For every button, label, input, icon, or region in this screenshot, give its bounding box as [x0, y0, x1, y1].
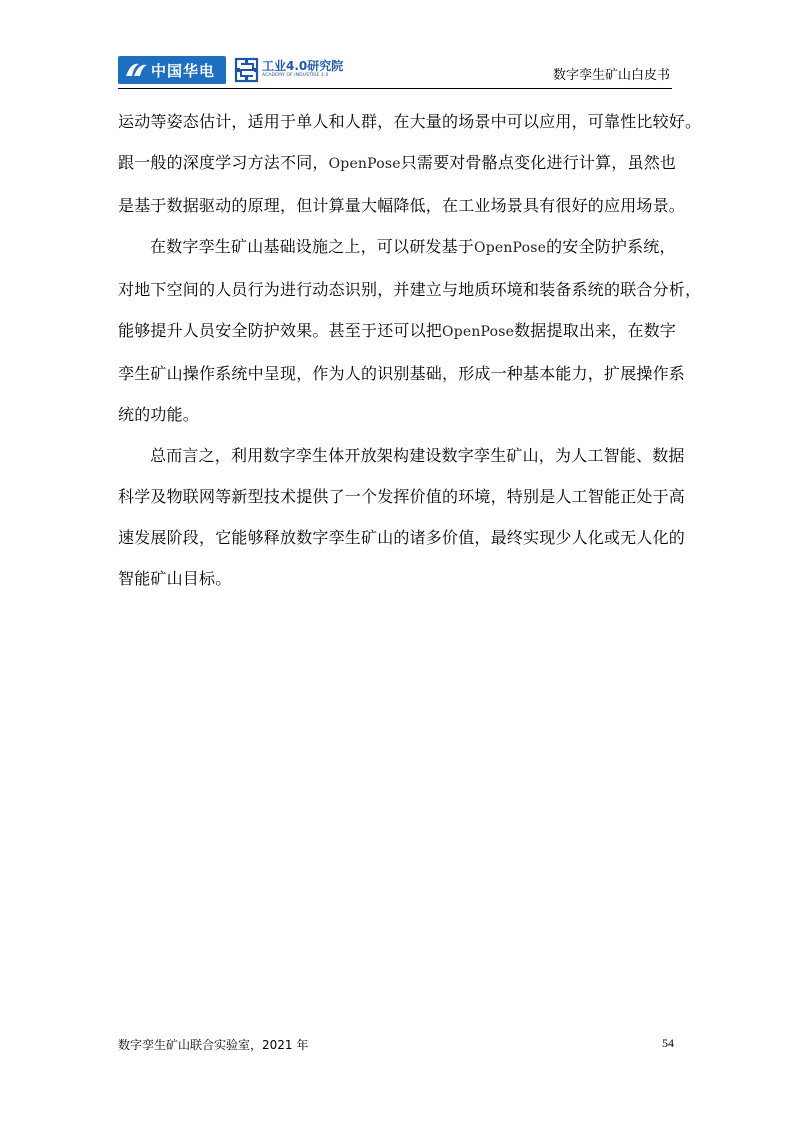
paragraph-line — [118, 226, 674, 269]
text-run: 数据提取出来，在数字 — [514, 321, 677, 340]
text-run: 能够提升人员安全防护效果。甚至于还可以把 — [118, 321, 443, 340]
latin-term: OpenPose — [474, 240, 547, 256]
text-run: 在数字孪生矿山基础设施之上，可以研发基于 — [150, 237, 475, 256]
paragraph-line — [118, 435, 685, 476]
chd-logo — [118, 56, 226, 84]
latin-term: OpenPose — [442, 324, 515, 340]
text-run: 速发展阶段，它能够释放数字孪生矿山的诸多价值，最终实现少人化或无人化的 — [118, 528, 686, 547]
academy-mark-icon — [234, 56, 260, 84]
academy-logo — [234, 56, 344, 84]
text-run: 跟一般的深度学习方法不同， — [118, 153, 329, 172]
paragraph-line — [118, 185, 686, 226]
paragraph-line — [118, 476, 686, 517]
chd-mark-icon — [123, 60, 149, 80]
body-text — [118, 101, 702, 599]
page-number: 54 — [662, 1036, 674, 1050]
paragraph-line — [118, 394, 674, 435]
paragraph-line — [118, 517, 686, 558]
paragraph-line — [118, 101, 702, 142]
text-run: 总而言之，利用数字孪生体开放架构建设数字孪生矿山，为人工智能、数据 — [150, 446, 685, 465]
text-run: 只需要对骨骼点变化进行计算，虽然也 — [400, 153, 677, 172]
footer-source: 数字孪生矿山联合实验室，2021 年 — [118, 1038, 309, 1052]
page-header — [118, 52, 672, 90]
paragraph-line — [118, 269, 702, 310]
chd-logo-text: 中国华电 — [151, 61, 216, 80]
text-run: 的安全防护系统， — [546, 237, 676, 256]
paragraph-line — [118, 142, 677, 185]
text-run: 智能矿山目标。 — [118, 569, 232, 588]
text-run: 对地下空间的人员行为进行动态识别，并建立与地质环境和装备系统的联合分析， — [118, 280, 702, 299]
document-title: 数字孪生矿山白皮书 — [552, 68, 670, 83]
text-run: 运动等姿态估计，适用于单人和人群，在大量的场景中可以应用，可靠性比较好。 — [118, 112, 702, 131]
paragraph-line — [118, 310, 677, 353]
paragraph-line — [118, 558, 674, 599]
text-run: 是基于数据驱动的原理，但计算量大幅降低，在工业场景具有很好的应用场景。 — [118, 196, 686, 215]
academy-logo-cn: 工业4.0研究院 — [262, 59, 344, 73]
text-run: 统的功能。 — [118, 405, 200, 424]
header-divider — [118, 88, 672, 89]
text-run: 科学及物联网等新型技术提供了一个发挥价值的环境，特别是人工智能正处于高 — [118, 487, 686, 506]
latin-term: OpenPose — [328, 156, 401, 172]
academy-logo-en: ACADEMY OF INDUSTRIE 4.0 — [262, 73, 329, 78]
text-run: 孪生矿山操作系统中呈现，作为人的识别基础，形成一种基本能力，扩展操作系 — [118, 364, 686, 383]
paragraph-line — [118, 353, 686, 394]
